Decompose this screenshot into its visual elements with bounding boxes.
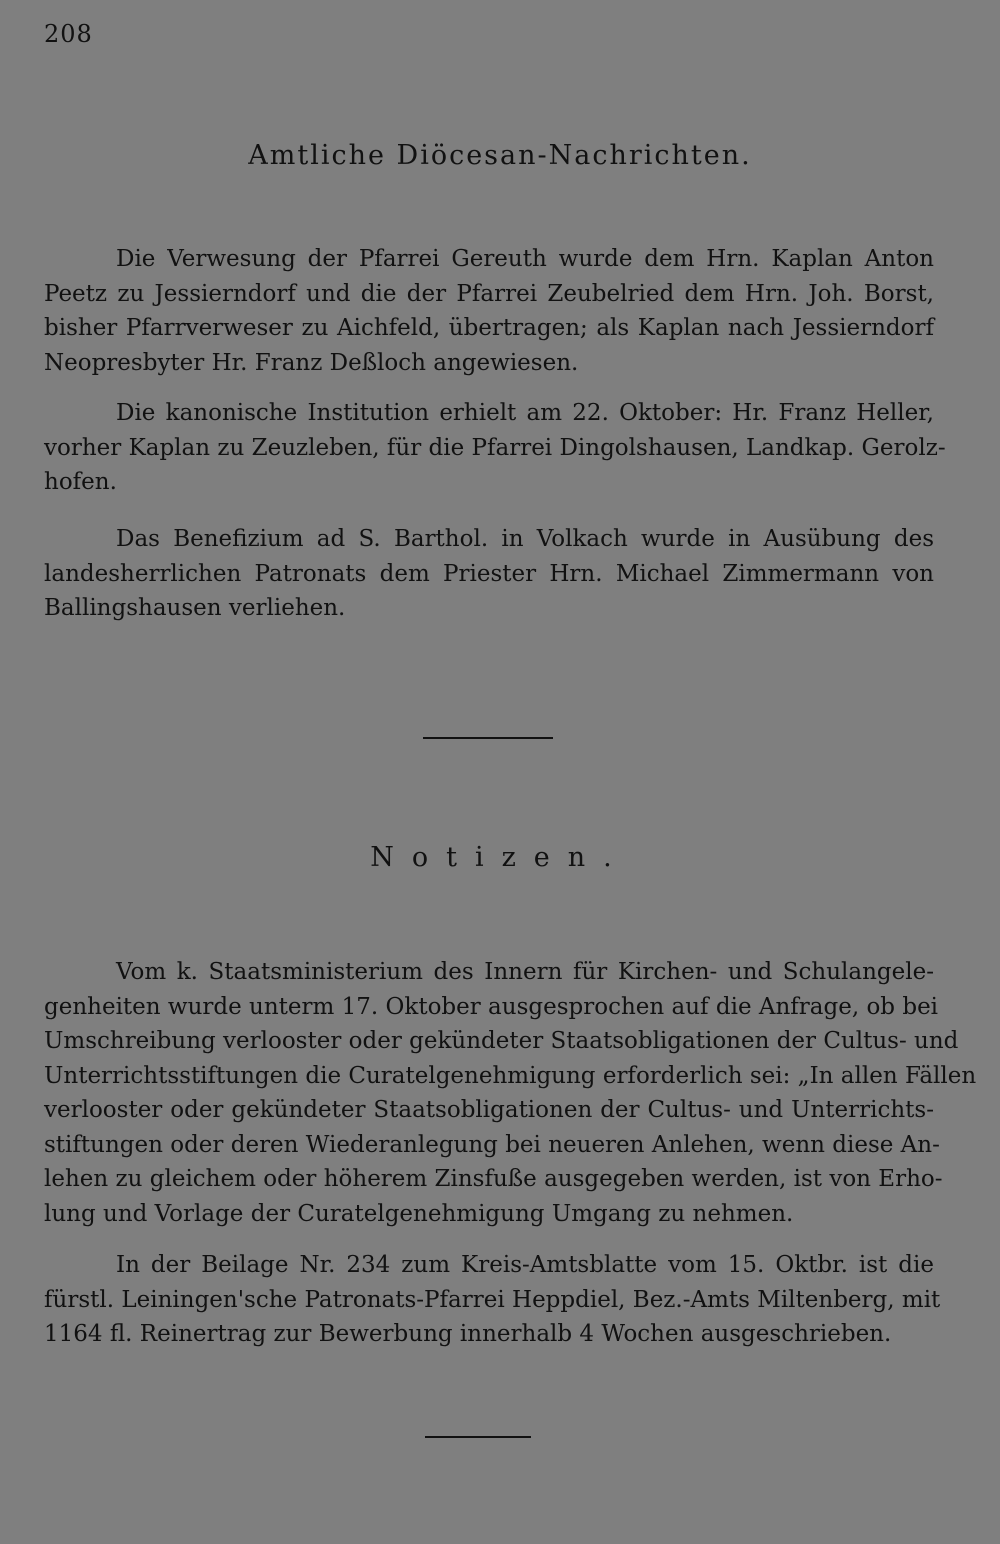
paragraph-benefizium (44, 522, 934, 626)
text-line: fürstl. Leiningen'sche Patronats-Pfarrei Heppdiel, Bez.-Amts Miltenberg, mit (44, 1286, 941, 1313)
page-number: 208 (44, 20, 93, 48)
text-line: Umschreibung verlooster oder gekündeter Staatsobligationen der Cultus- und (44, 1028, 959, 1054)
text-line: landesherrlichen Patronats dem Priester Hrn. Michael Zimmermann von (44, 560, 934, 587)
section-heading-notizen: Notizen. (370, 842, 630, 873)
paragraph-staatsministerium (44, 955, 977, 1231)
text-line: Die kanonische Institution erhielt am 22. Oktober: Hr. Franz Heller, (116, 400, 934, 426)
text-line: bisher Pfarrverweser zu Aichfeld, übertragen; als Kaplan nach Jessierndorf (44, 315, 934, 341)
text-line: lung und Vorlage der Curatelgenehmigung Umgang zu nehmen. (44, 1200, 794, 1227)
text-line: Peetz zu Jessierndorf und die der Pfarrei Zeubelried dem Hrn. Joh. Borst, (44, 280, 934, 307)
paragraph-institution (44, 396, 946, 500)
text-line: vorher Kaplan zu Zeuzleben, für die Pfarrei Dingolshausen, Landkap. Gerolz- (44, 434, 946, 461)
text-line: Das Benefizium ad S. Barthol. in Volkach wurde in Ausübung des (116, 526, 934, 552)
text-line: 1164 fl. Reinertrag zur Bewerbung innerhalb 4 Wochen ausgeschrieben. (44, 1321, 892, 1347)
text-line: Ballingshausen verliehen. (44, 595, 346, 621)
text-line: Neopresbyter Hr. Franz Deßloch angewiesen. (44, 349, 579, 376)
text-line: genheiten wurde unterm 17. Oktober ausgesprochen auf die Anfrage, ob bei (44, 993, 939, 1020)
text-line: Vom k. Staatsministerium des Innern für Kirchen- und Schulangele- (116, 959, 934, 985)
text-line: stiftungen oder deren Wiederanlegung bei neueren Anlehen, wenn diese An- (44, 1131, 940, 1158)
text-line: lehen zu gleichem oder höherem Zinsfuße ausgegeben werden, ist von Erho- (44, 1166, 943, 1192)
text-line: Unterrichtsstiftungen die Curatelgenehmigung erforderlich sei: „In allen Fällen (44, 1062, 977, 1089)
section-heading-diocesan-news: Amtliche Diöcesan-Nachrichten. (248, 140, 752, 171)
text-line: Die Verwesung der Pfarrei Gereuth wurde dem Hrn. Kaplan Anton (116, 246, 934, 272)
end-divider (425, 1436, 531, 1438)
section-divider (423, 737, 553, 739)
paragraph-beilage (44, 1248, 941, 1352)
text-line: verlooster oder gekündeter Staatsobligationen der Cultus- und Unterrichts- (44, 1097, 934, 1123)
text-line: In der Beilage Nr. 234 zum Kreis-Amtsblatte vom 15. Oktbr. ist die (116, 1252, 934, 1278)
text-line: hofen. (44, 469, 117, 495)
paragraph-verwesung (44, 242, 934, 380)
